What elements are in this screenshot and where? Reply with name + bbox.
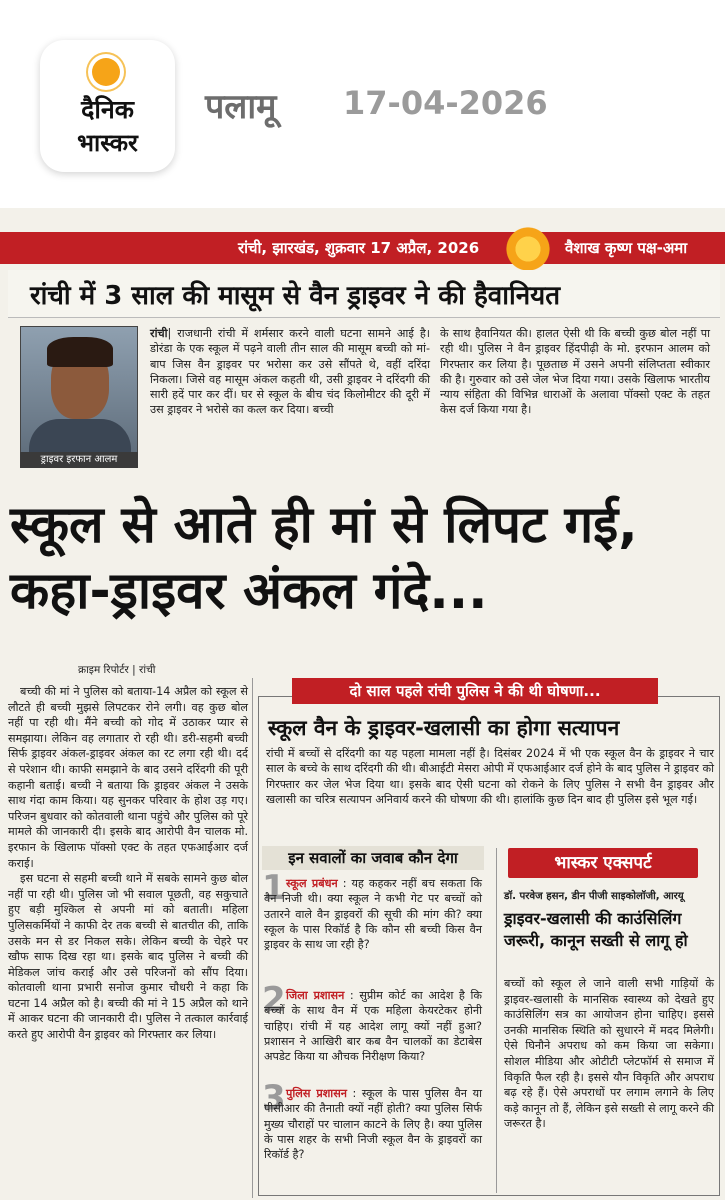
column-divider	[496, 848, 497, 1193]
expert-tag: भास्कर एक्सपर्ट	[508, 848, 698, 878]
side-story-intro: रांची में बच्चों से दरिंदगी का यह पहला मामला नहीं है। दिसंबर 2024 में भी एक स्कूल वैन के ड्राइवर ने चार साल के बच्चे के साथ दरिंदगी की थी। बीआईटी मेसरा ओपी में एफआईआर दर्ज होने के बाद पुलिस ने ड्राइवर को गिरफ्तार कर जेल भेज दिया था। इसके बाद ऐसी घटना को रोकने के लिए पुलिस ने सभी वैन ड्राइवर और खलासी का चरित्र सत्यापन अनिवार्य करने की घोषणा की थी। हालांकि कुछ दिन बाद ही पुलिस इसे भूल गई।	[266, 747, 714, 806]
question-item	[264, 876, 482, 952]
sun-icon	[503, 224, 553, 274]
dainik-bhaskar-logo[interactable]	[40, 40, 175, 172]
expert-name: डॉ. परवेज हसन, डीन पीजी साइकोलॉजी, आरयू	[504, 891, 684, 902]
question-label: जिला प्रशासन	[286, 989, 345, 1002]
dateline-bar	[0, 232, 725, 264]
edition-date: 17-04-2026	[343, 84, 548, 122]
story1-dateline: रांची	[150, 327, 168, 340]
question-text: : यह कहकर नहीं बच सकता कि वैन निजी थी। क्या स्कूल ने कभी गेट पर बच्चों को उतारने वाले वैन ड्राइवरों की सूची की मांग की? क्या स्कूल के पास रिकॉर्ड है कि कौन सी बच्ची किस वैन ड्राइवर के साथ जा रही है?	[264, 877, 482, 952]
question-item	[264, 1086, 482, 1162]
expert-body: बच्चों को स्कूल ले जाने वाली सभी गाड़ियों के ड्राइवर-खलासी के मानसिक स्वास्थ्य को देखते हुए काउंसिलिंग सत्र का आयोजन होना चाहिए। इससे उनकी मानसिक स्थिति को सुधारने में मदद मिलेगी। ऐसे घिनौने अपराध को कम किया जा सकेगा। सोशल मीडिया और ओटीटी प्लेटफॉर्म से समाज में विकृति फैल रही है। इससे यौन विकृति और अपराध बढ़ रहे हैं। ऐसे अपराधों पर लगाम लगाने के लिए कड़े कानून तो हैं, लेकिन इसे सख्ती से लागू करने की जरूरत है।	[504, 977, 714, 1131]
question-label: पुलिस प्रशासन	[286, 1087, 347, 1100]
question-item	[264, 988, 482, 1064]
side-story-tag: दो साल पहले रांची पुलिस ने की थी घोषणा...	[292, 678, 658, 704]
question-label: स्कूल प्रबंधन	[286, 877, 338, 890]
panchang-text: वैशाख कृष्ण पक्ष-अमा	[565, 239, 688, 257]
main-headline: स्कूल से आते ही मां से लिपट गई, कहा-ड्राइवर अंकल गंदे...	[10, 496, 638, 621]
question-text: : स्कूल के पास पुलिस वैन या पीसीआर की तैनाती क्यों नहीं होती? क्या पुलिस सिर्फ मुख्य चौराहों पर चालान काटने के लिए है। क्या पुलिस के पास शहर के सभी निजी स्कूल वैन के ड्राइवरों का रिकॉर्ड है?	[264, 1087, 482, 1162]
main-story-body	[8, 684, 248, 1043]
edition-city: पलामू	[205, 87, 277, 127]
story1-column-a	[150, 326, 430, 466]
main-story-paragraph: बच्ची की मां ने पुलिस को बताया-14 अप्रैल को स्कूल से लौटते ही बच्ची मुझसे लिपटकर रोने लगी। वह कुछ बोल नहीं पा रही थी। मैंने बच्ची को गोद में उठाकर प्यार से समझाया। लेकिन वह लगातार रो रही थी। डरी-सहमी बच्ची सिर्फ ड्राइवर अंकल-ड्राइवर अंकल का रट लगा रही थी। दर्द से परेशान थी। काफी समझाने के बाद उसने दरिंदगी की पूरी कहानी बताई। बच्ची ने बताया कि ड्राइवर अंकल ने उसके साथ गंदा काम किया। यह सुनकर परिवार के होश उड़ गए। परिजन बुधवार को कोतवाली थाना पहुंचे और पुलिस को पूरे मामले की जानकारी दी। इसके बाद आरोपी वैन चालक मो. इरफान के खिलाफ पॉक्सो एक्ट के तहत एफआईआर दर्ज कराई।	[8, 685, 248, 870]
photo-hair	[47, 337, 113, 367]
question-number: 3	[262, 1078, 286, 1118]
story1-column-b: के साथ हैवानियत की। हालत ऐसी थी कि बच्ची कुछ बोल नहीं पा रही थी। पुलिस ने वैन ड्राइवर हिंदपीढ़ी के मो. इरफान आलम को गिरफ्तार कर लिया है। पूछताछ में उसने अपनी संलिप्तता स्वीकार की है। गुरुवार को उसे जेल भेज दिया गया। उसके खिलाफ भारतीय न्याय संहिता की विभिन्न धाराओं के अलावा पॉक्सो एक्ट के तहत केस दर्ज किया गया है।	[440, 327, 710, 417]
side-story-headline: स्कूल वैन के ड्राइवर-खलासी का होगा सत्यापन	[268, 716, 620, 740]
question-number: 1	[262, 868, 286, 908]
logo-text-line1: दैनिक	[81, 95, 134, 124]
expert-headline: ड्राइवर-खलासी की काउंसिलिंग जरूरी, कानून सख्ती से लागू हो	[504, 909, 688, 950]
question-text: : सुप्रीम कोर्ट का आदेश है कि बच्चों के साथ वैन में एक महिला केयरटेकर होनी चाहिए। रांची में यह आदेश लागू क्यों नहीं हुआ? प्रशासन ने आखिरी बार कब वैन चालकों का डेटाबेस अपडेट किया या औचक निरीक्षण किया?	[264, 989, 482, 1064]
sun-icon	[92, 58, 120, 86]
question-number: 2	[262, 980, 286, 1020]
story1-headline: रांची में 3 साल की मासूम से वैन ड्राइवर ने की हैवानियत	[30, 281, 561, 311]
column-divider	[252, 678, 253, 1198]
newspaper-page[interactable]	[0, 208, 725, 1200]
photo-caption: ड्राइवर इरफान आलम	[20, 452, 138, 468]
dateline-text: रांची, झारखंड, शुक्रवार 17 अप्रैल, 2026	[238, 239, 480, 257]
byline: क्राइम रिपोर्टर | रांची	[78, 664, 156, 676]
logo-text-line2: भास्कर	[77, 129, 138, 157]
main-story-paragraph: इस घटना से सहमी बच्ची थाने में सबके सामने कुछ बोल नहीं पा रही थी। पुलिस जो भी सवाल पूछती, वह सकुचाते हुए बड़ी मुश्किल से अपनी मां को बताती। महिला पुलिसकर्मियों ने काफी देर तक बच्ची से बातचीत की, ताकि उसके मन से डर निकल सके। लेकिन बच्ची के चेहरे पर खौफ साफ दिख रहा था। इसके बाद पुलिस ने बच्ची की मेडिकल जांच कराई और उसे परिजनों को सौंप दिया। कोतवाली थाना प्रभारी सनोज कुमार चौधरी ने कहा कि घटना 14 अप्रैल को है। बच्ची की मां ने 15 अप्रैल को थाने में आकर घटना की जानकारी दी। पुलिस ने तत्काल कार्रवाई करते हुए आरोपी वैन ड्राइवर को गिरफ्तार कर लिया।	[8, 872, 248, 1042]
app-header	[0, 0, 725, 205]
accused-photo	[20, 326, 138, 466]
story1-column-a-text: | राजधानी रांची में शर्मसार करने वाली घटना सामने आई है। डोरंडा के एक स्कूल में पढ़ने वाली तीन साल की मासूम बच्ची को मां-बाप जिस वैन ड्राइवर पर भरोसा कर उसे सौंपते थे, वहीं दरिंदा निकला। जिसे वह मासूम अंकल कहती थी, उसी ड्राइवर ने दरिंदगी की सारी हदें पार कर दीं। घर से स्कूल के बीच चंद किलोमीटर की दूरी में उस ड्राइवर ने भरोसे का कत्ल कर दिया। बच्ची	[150, 327, 430, 417]
story1-headline-box	[8, 270, 720, 318]
questions-title: इन सवालों का जवाब कौन देगा	[262, 846, 484, 870]
